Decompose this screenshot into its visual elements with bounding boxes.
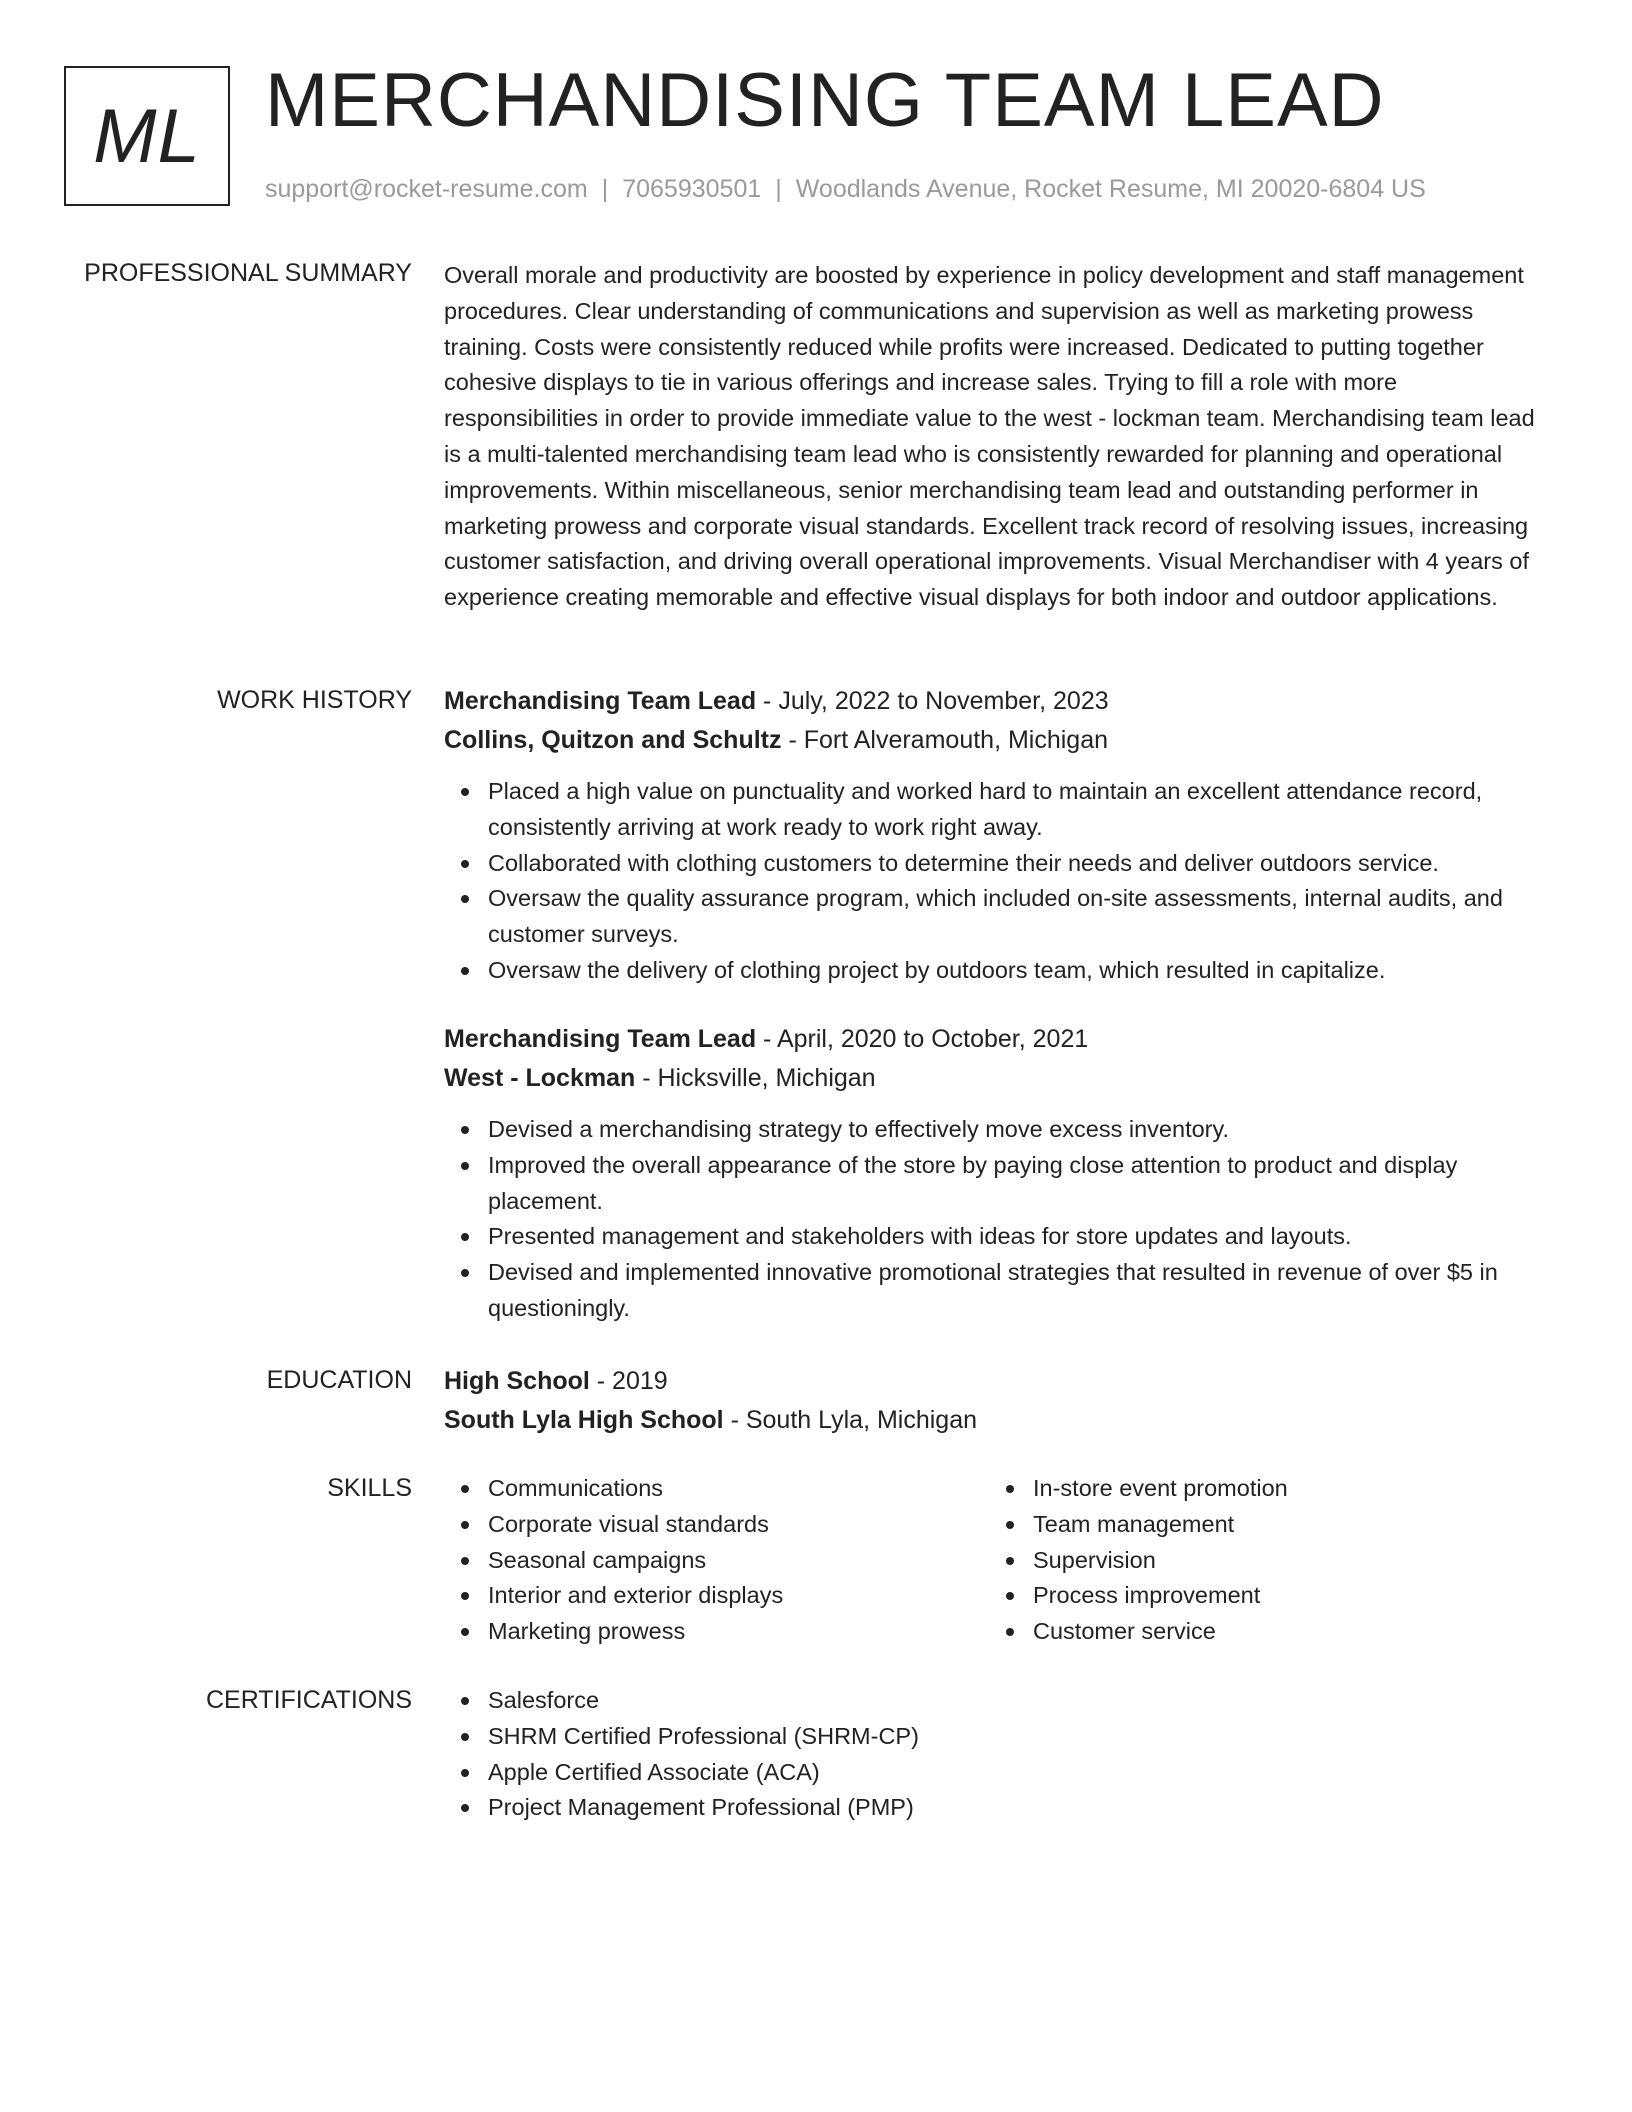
education-location: - South Lyla, Michigan <box>723 1406 978 1434</box>
certification-item: SHRM Certified Professional (SHRM-CP) <box>488 1719 1552 1755</box>
job-company: West - Lockman <box>444 1064 636 1092</box>
skill-item: Supervision <box>1033 1543 1288 1579</box>
education-degree-line <box>444 1362 1552 1401</box>
job-location: - Hicksville, Michigan <box>635 1064 876 1092</box>
list-item: Improved the overall appearance of the store by paying close attention to product and display placement. <box>488 1148 1552 1220</box>
section-label-skills: SKILLS <box>327 1474 412 1502</box>
education-year: - 2019 <box>589 1367 668 1395</box>
list-item: Devised and implemented innovative promotional strategies that resulted in revenue of over $5 in questioningly. <box>488 1255 1552 1327</box>
skills-column-left <box>444 1471 783 1650</box>
contact-separator: | <box>775 175 782 203</box>
list-item: Placed a high value on punctuality and worked hard to maintain an excellent attendance record, consistently arriving at work ready to work right away. <box>488 774 1552 846</box>
list-item: Oversaw the quality assurance program, which included on-site assessments, internal audits, and customer surveys. <box>488 881 1552 953</box>
job-duties-list <box>444 774 1552 989</box>
education-school-line <box>444 1401 1552 1440</box>
job-dates: - April, 2020 to October, 2021 <box>756 1025 1089 1053</box>
skill-item: Interior and exterior displays <box>488 1578 783 1614</box>
job-duties-list <box>444 1112 1552 1327</box>
contact-address: Woodlands Avenue, Rocket Resume, MI 20020-6804 US <box>795 175 1426 203</box>
job-title: Merchandising Team Lead <box>444 687 757 715</box>
certification-item: Apple Certified Associate (ACA) <box>488 1755 1552 1791</box>
skill-item: Customer service <box>1033 1614 1288 1650</box>
job-entry-1 <box>444 682 1552 989</box>
skill-item: Communications <box>488 1471 783 1507</box>
contact-phone[interactable]: 7065930501 <box>622 175 762 203</box>
contact-separator: | <box>601 175 609 203</box>
list-item: Oversaw the delivery of clothing project by outdoors team, which resulted in capitalize. <box>488 953 1552 989</box>
job-title-line <box>444 682 1552 721</box>
job-company-line <box>444 721 1552 760</box>
skill-item: Process improvement <box>1033 1578 1288 1614</box>
resume-title: MERCHANDISING TEAM LEAD <box>265 58 1385 143</box>
certification-item: Salesforce <box>488 1683 1552 1719</box>
job-company: Collins, Quitzon and Schultz <box>444 726 782 754</box>
job-title-line <box>444 1020 1552 1059</box>
job-dates: - July, 2022 to November, 2023 <box>756 687 1109 715</box>
section-label-certifications: CERTIFICATIONS <box>205 1686 412 1714</box>
education-school: South Lyla High School <box>444 1406 724 1434</box>
skills-list <box>444 1471 1552 1651</box>
contact-line <box>265 174 1426 204</box>
skills-column-right <box>989 1471 1288 1650</box>
education-entry <box>444 1362 1552 1440</box>
section-label-summary: PROFESSIONAL SUMMARY <box>84 259 412 287</box>
skill-item: Team management <box>1033 1507 1288 1543</box>
list-item: Collaborated with clothing customers to determine their needs and deliver outdoors service. <box>488 846 1552 882</box>
skill-item: Corporate visual standards <box>488 1507 783 1543</box>
section-label-education: EDUCATION <box>266 1366 412 1394</box>
job-title: Merchandising Team Lead <box>444 1025 757 1053</box>
skill-item: Seasonal campaigns <box>488 1543 783 1579</box>
list-item: Presented management and stakeholders with ideas for store updates and layouts. <box>488 1219 1552 1255</box>
monogram-initials: ML <box>93 93 201 179</box>
certifications-list <box>444 1683 1552 1826</box>
list-item: Devised a merchandising strategy to effectively move excess inventory. <box>488 1112 1552 1148</box>
job-entry-2 <box>444 1020 1552 1327</box>
monogram-box <box>64 66 230 206</box>
section-label-work-history: WORK HISTORY <box>217 686 412 714</box>
certification-item: Project Management Professional (PMP) <box>488 1790 1552 1826</box>
job-company-line <box>444 1059 1552 1098</box>
skill-item: In-store event promotion <box>1033 1471 1288 1507</box>
job-location: - Fort Alveramouth, Michigan <box>781 726 1109 754</box>
contact-email[interactable]: support@rocket-resume.com <box>265 175 588 203</box>
skill-item: Marketing prowess <box>488 1614 783 1650</box>
education-degree: High School <box>444 1367 590 1395</box>
summary-text: Overall morale and productivity are boosted by experience in policy development and staff management procedures. Clear understanding of communications and supervision as well as marketing prowess training. Costs were consistently reduced while profits were increased. Dedicated to putting together cohesive displays to tie in various offerings and increase sales. Trying to fill a role with more responsibilities in order to provide immediate value to the west - lockman team. Merchandising team lead is a multi-talented merchandising team lead who is consistently rewarded for planning and operational improvements. Within miscellaneous, senior merchandising team lead and outstanding performer in marketing prowess and corporate visual standards. Excellent track record of resolving issues, increasing customer satisfaction, and driving overall operational improvements. Visual Merchandiser with 4 years of experience creating memorable and effective visual displays for both indoor and outdoor applications. <box>444 262 1535 611</box>
